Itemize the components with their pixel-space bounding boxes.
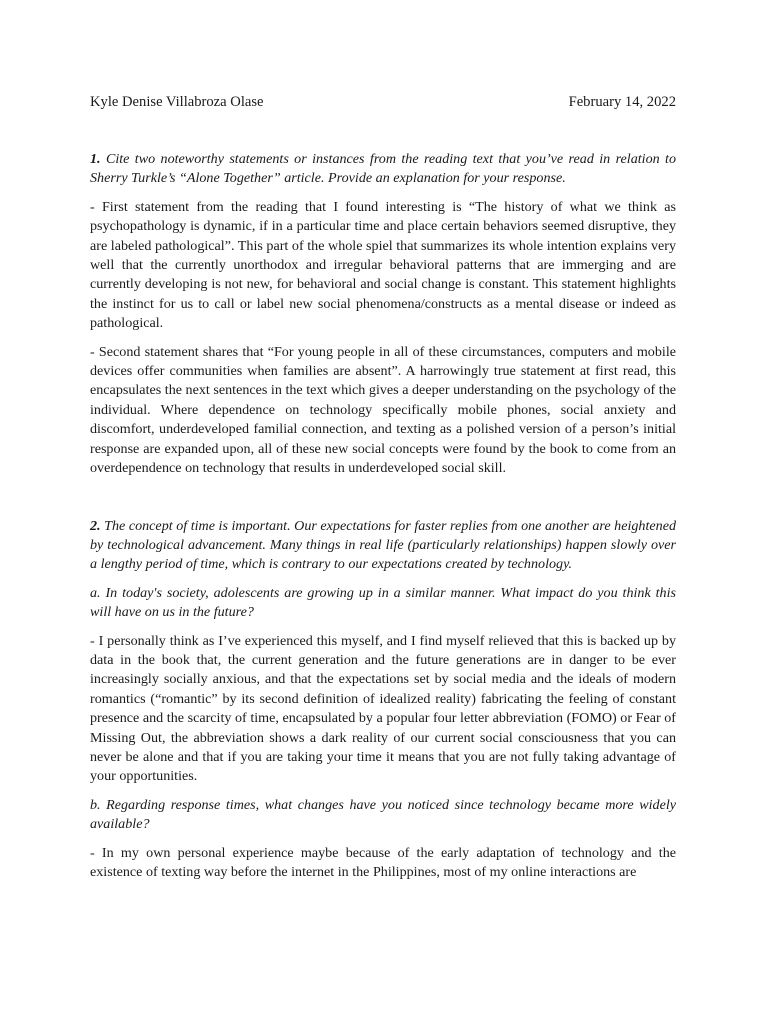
answer-2b: - In my own personal experience maybe because of the early adaptation of technology and the existence of texting way before the internet in the Philippines, most of my online interactions are [90, 844, 676, 880]
question-2-number: 2. [90, 517, 101, 534]
question-1 [90, 150, 676, 189]
question-2-text: The concept of time is important. Our expectations for faster replies from one another are heightened by technological advancement. Many things in real life (particularly relationships) happen slowly over a lengthy period of time, which is contrary to our expectations created by technology. [90, 517, 676, 573]
author-name: Kyle Denise Villabroza Olase [90, 94, 264, 110]
document-date: February 14, 2022 [568, 94, 676, 110]
document-body [90, 150, 676, 882]
document-page [90, 0, 676, 1024]
question-2a: a. In today's society, adolescents are growing up in a similar manner. What impact do you think this will have on us in the future? [90, 584, 676, 621]
question-2b: b. Regarding response times, what changes have you noticed since technology became more widely available? [90, 796, 676, 833]
answer-2a: - I personally think as I’ve experienced this myself, and I find myself relieved that this is backed up by data in the book that, the current generation and the future generations are in danger to be ever increasingly socially anxious, and that the expectations set by social media and the ideals of modern romantics (“romantic” by its second definition of idealized reality) fabricating the feeling of constant presence and the scarcity of time, encapsulated by a popular four letter abbreviation (FOMO) or Fear of Missing Out, the abbreviation shows a dark reality of our current social consciousness that you can never be alone and that if you are taking your time it means that you are not fully taking advantage of your opportunities. [90, 632, 676, 785]
question-1-text: Cite two noteworthy statements or instances from the reading text that you’ve read in relation to Sherry Turkle’s “Alone Together” article. Provide an explanation for your response. [90, 151, 676, 187]
question-2 [90, 517, 676, 575]
answer-1-second-statement: - Second statement shares that “For young people in all of these circumstances, computers and mobile devices offer communities when families are absent”. A harrowingly true statement at first read, this encapsulates the next sentences in the text which gives a deeper understanding on the psychology of the individual. Where dependence on technology specifically mobile phones, social anxiety and discomfort, underdeveloped familial connection, and texting as a polished version of a person’s initial response are expanded upon, all of these new social concepts were found by the book to come from an overdependence on technology that results in underdeveloped social skill. [90, 343, 676, 477]
answer-1-first-statement: - First statement from the reading that I found interesting is “The history of what we think as psychopathology is dynamic, if in a particular time and place certain behaviors seemed disruptive, they are labeled pathological”. This part of the whole spiel that summarizes its whole intention explains very well that the currently unorthodox and irregular behavioral patterns that are immerging and are currently developing is not new, for behavioral and social change is constant. This statement highlights the instinct for us to call or label new social phenomena/constructs as a mental disease or indeed as pathological. [90, 198, 676, 332]
question-1-number: 1. [90, 151, 101, 167]
